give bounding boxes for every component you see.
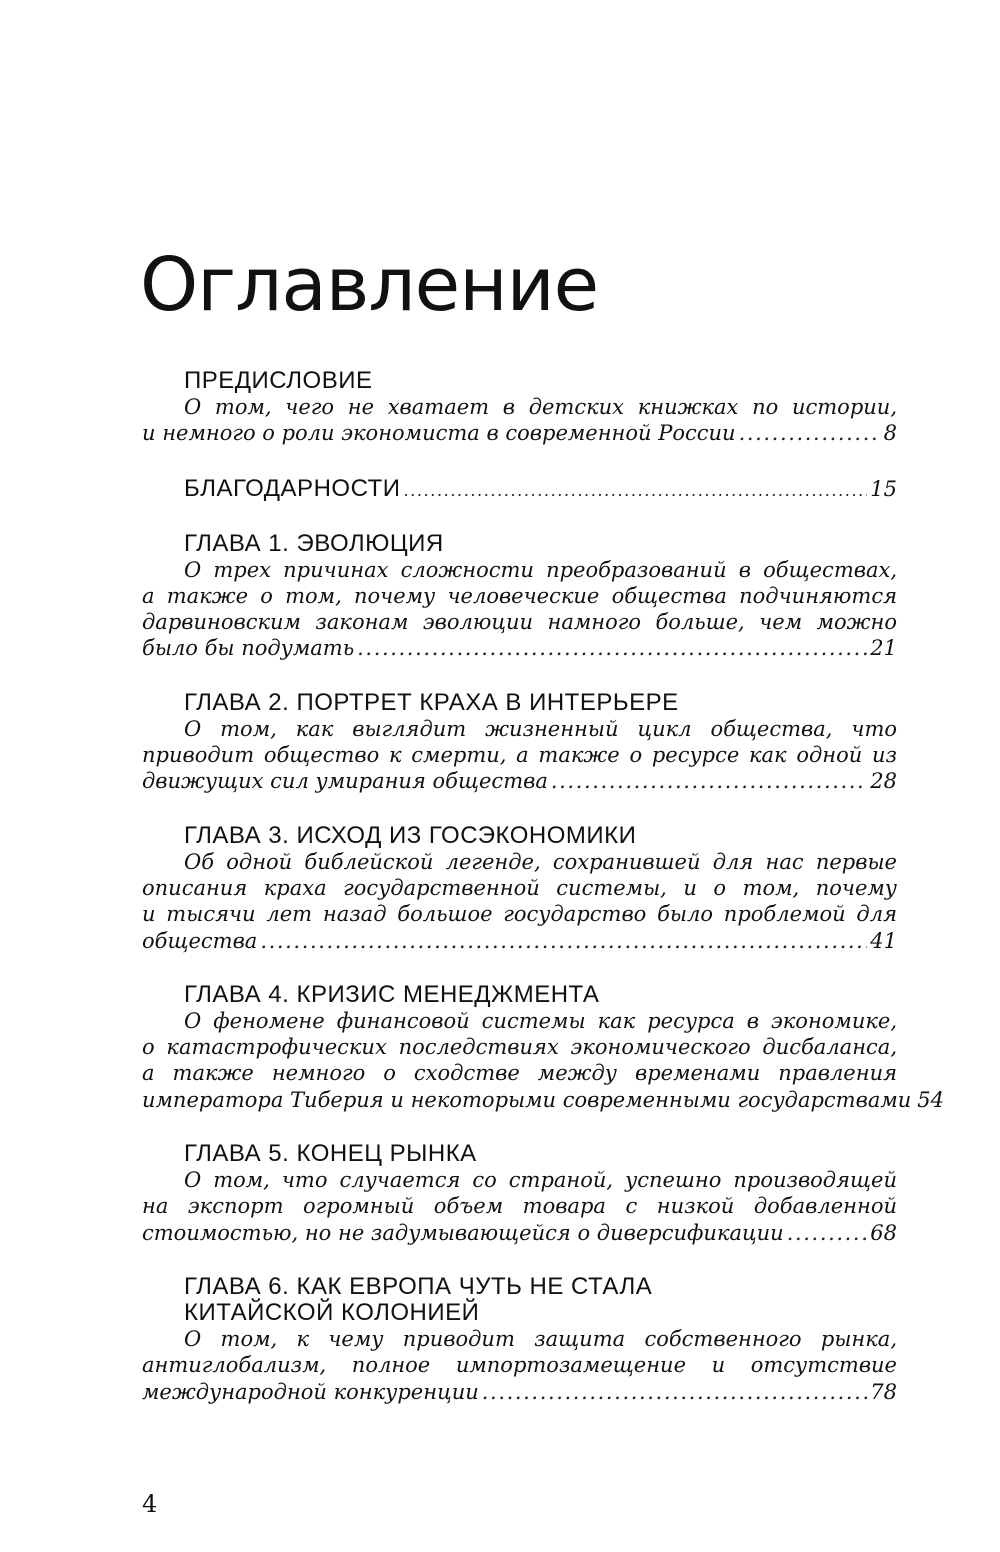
toc-page-number: 78	[870, 1379, 897, 1404]
toc-description-last-line: общества	[142, 928, 258, 953]
toc-heading	[142, 982, 897, 1008]
toc-entry	[142, 368, 897, 447]
toc-description	[142, 1326, 897, 1405]
toc-heading	[142, 531, 897, 557]
toc-entry-row	[142, 420, 897, 446]
toc-description-last-line: императора Тиберия и некоторыми современными государствами	[142, 1087, 912, 1112]
toc-description	[142, 394, 897, 447]
toc-description	[142, 849, 897, 954]
toc-entry-row	[142, 1087, 945, 1113]
toc-heading	[142, 690, 897, 716]
page-number: 4	[142, 1490, 158, 1518]
toc-entry	[142, 531, 897, 662]
toc-heading-line: ПРЕДИСЛОВИЕ	[184, 367, 373, 394]
toc-description-line: на экспорт огромный объем товара с низкой добавленной	[142, 1194, 897, 1219]
toc-entry-row	[142, 1220, 897, 1246]
toc-page-number: 28	[870, 769, 897, 794]
toc-description-line: О феномене финансовой системы как ресурса в экономике,	[184, 1008, 897, 1033]
toc-description-line: О трех причинах сложности преобразований в обществах,	[184, 557, 897, 582]
dot-leader	[739, 420, 881, 446]
toc-description	[142, 1008, 945, 1113]
toc-description-last-line: было бы подумать	[142, 636, 355, 661]
toc-description-last-line: и немного о роли экономиста в современной России	[142, 421, 736, 446]
page-title: Оглавление	[140, 242, 599, 328]
toc-description	[142, 557, 897, 662]
toc-description-last-line: стоимостью, но не задумывающейся о диверсификации	[142, 1220, 784, 1245]
toc-description-line: описания краха государственной системы, и о том, почему	[142, 875, 897, 900]
toc-entry-row	[142, 475, 897, 503]
toc-heading	[142, 368, 897, 394]
toc-description-line: приводит общество к смерти, а также о ресурсе как одной из	[142, 743, 897, 768]
toc-description-line: и тысячи лет назад большое государство было проблемой для	[142, 902, 897, 927]
toc-entry-row	[142, 635, 897, 661]
dot-leader	[551, 768, 867, 794]
toc-page-number: 8	[883, 421, 897, 446]
toc-description	[142, 1167, 897, 1246]
toc-description-line: дарвиновским законам эволюции намного больше, чем можно	[142, 610, 897, 635]
dot-leader	[404, 481, 868, 500]
toc-entry-row	[142, 1379, 897, 1405]
toc-entry	[142, 1141, 897, 1246]
toc-heading-line: КИТАЙСКОЙ КОЛОНИЕЙ	[184, 1298, 480, 1326]
toc-description-line: а также о том, почему человеческие общества подчиняются	[142, 583, 897, 608]
toc-entry	[142, 475, 897, 503]
toc-entry	[142, 980, 945, 1113]
toc-description-line: антиглобализм, полное импортозамещение и отсутствие	[142, 1353, 897, 1378]
toc-entry	[142, 1274, 897, 1405]
toc-heading-line: ГЛАВА 6. КАК ЕВРОПА ЧУТЬ НЕ СТАЛА	[184, 1272, 653, 1300]
toc-description-last-line: международной конкуренции	[142, 1379, 479, 1404]
toc-page-number: 41	[870, 928, 897, 953]
toc-entry-row	[142, 928, 897, 954]
toc-description-last-line: движущих сил умирания общества	[142, 769, 548, 794]
toc-heading	[142, 823, 897, 849]
toc-description-line: а также немного о сходстве между временами правления	[142, 1061, 897, 1086]
toc-description-line: Об одной библейской легенде, сохранившей для нас первые	[184, 849, 897, 874]
toc-page-number: 68	[870, 1220, 897, 1245]
toc-heading-line: ГЛАВА 1. ЭВОЛЮЦИЯ	[184, 529, 444, 557]
toc-heading	[142, 1274, 897, 1326]
toc-description-line: О том, как выглядит жизненный цикл общества, что	[184, 716, 897, 741]
toc-heading-line: ГЛАВА 5. КОНЕЦ РЫНКА	[184, 1140, 477, 1168]
toc-heading-line: ГЛАВА 2. ПОРТРЕТ КРАХА В ИНТЕРЬЕРЕ	[184, 688, 679, 716]
toc-heading-line: ГЛАВА 4. КРИЗИС МЕНЕДЖМЕНТА	[184, 980, 600, 1008]
toc-description-line: О том, что случается со страной, успешно производящей	[184, 1168, 897, 1193]
toc-description-line: О том, чего не хватает в детских книжках по истории,	[184, 395, 897, 419]
toc-entry-row	[142, 768, 897, 794]
dot-leader	[357, 635, 867, 661]
toc-page-number: 54	[917, 1087, 945, 1112]
toc-entry	[142, 823, 897, 954]
toc-heading	[142, 1141, 897, 1167]
dot-leader	[787, 1220, 868, 1246]
toc-heading: БЛАГОДАРНОСТИ	[184, 474, 401, 502]
dot-leader	[260, 928, 867, 954]
toc-description	[142, 716, 897, 795]
toc-description-line: о катастрофических последствиях экономического дисбаланса,	[142, 1035, 897, 1060]
toc-page-number: 21	[870, 636, 897, 661]
toc-page-number: 15	[870, 476, 897, 501]
table-of-contents	[142, 367, 945, 1405]
toc-description-line: О том, к чему приводит защита собственного рынка,	[184, 1326, 897, 1351]
dot-leader	[482, 1379, 867, 1405]
toc-entry	[142, 690, 897, 795]
toc-heading-line: ГЛАВА 3. ИСХОД ИЗ ГОСЭКОНОМИКИ	[184, 821, 637, 849]
